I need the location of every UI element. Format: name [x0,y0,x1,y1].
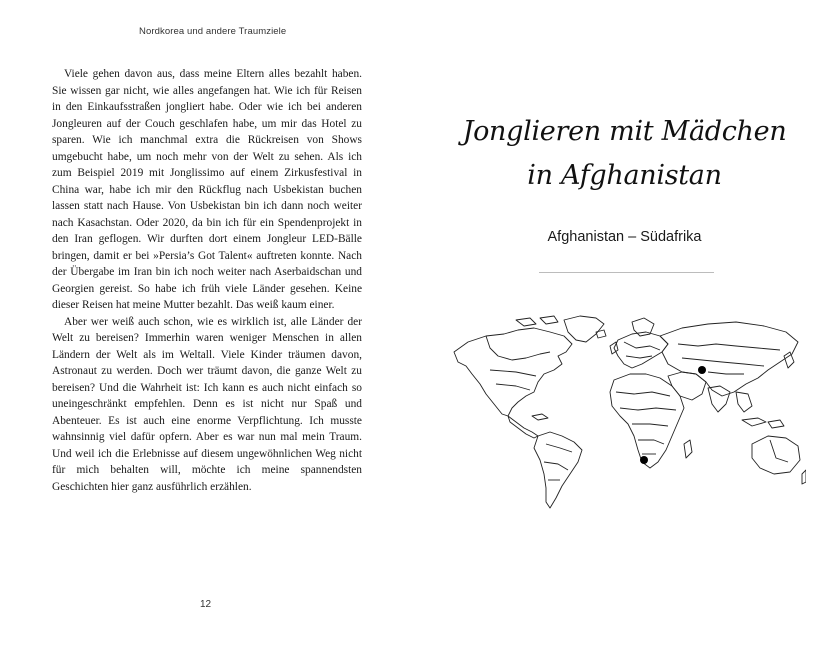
left-page [0,0,416,648]
paragraph-1: Viele gehen davon aus, dass meine Eltern alles bezahlt haben. Sie wissen gar nicht, wie alles angefangen hat. Wie ich für Reisen in den Einkaufsstraßen jongliert habe. Oder wie ich bei anderen Jongleuren auf der Couch geschlafen habe, um mir das Hotel zu sparen. Wie ich manchmal extra die Rückreisen von Shows umgebucht habe, um noch mehr von der Welt zu sehen. Als ich zum Beispiel 2019 mit Jonglissimo auf einem Zirkusfestival in China war, habe ich mir den Rückflug nach Usbekistan buchen lassen statt nach Hause. Von Usbekistan bin ich dann noch weiter nach Kasachstan. Oder 2020, da bin ich für ein Spendenprojekt in den Iran geflogen. Wir durften dort einem Jongleur LED-Bälle bringen, damit er bei »Persia’s Got Talent« auftreten konnte. Nach der Übergabe im Iran bin ich noch weiter nach Aserbaidschan und Georgien gereist. So habe ich früh viele Länder gesehen. Keine dieser Reisen hat meine Mutter bezahlt. Das weiß kaum einer. [52,68,362,311]
chapter-title-line-1: Jonglieren mit Mädchen [462,116,787,147]
body-text [52,66,362,495]
world-map-icon [446,312,806,512]
india-outline [708,386,730,412]
page-number: 12 [200,599,212,610]
marker-afghanistan [698,366,706,374]
south-america-outline [534,432,582,508]
marker-south-africa [640,456,648,464]
australia-outline [752,436,800,474]
running-header: Nordkorea und andere Traumziele [139,26,287,37]
route-subtitle: Afghanistan – Südafrika [547,229,702,245]
paragraph-2: Aber wer weiß auch schon, wie es wirklich ist, alle Länder der Welt zu bereisen? Immerhin waren weniger Menschen in allen Ländern der Welt als im Weltall. Viele Kinder träumen davon, Astronaut zu werden. Doch wer träumt davon, die ganze Welt zu bereisen? Und die Wahrheit ist: Ich kann es auch nicht einfach so uneingeschränkt empfehlen. Denn es ist nicht nur Spaß und Abenteuer. Es ist auch eine enorme Verpflichtung. Ich musste wahnsinnig viel dafür opfern. Aber es war nun mal mein Traum. Und weil ich die Erlebnisse auf diesem ungewöhnlichen Weg nicht für mich behalten will, möchte ich meine spannendsten Geschichten hier ganz ausführlich erzählen. [52,315,362,493]
middle-east-outline [668,372,706,400]
chapter-title [416,110,833,198]
right-page [416,0,833,648]
divider [539,272,714,273]
chapter-title-line-2: in Afghanistan [527,160,722,191]
asia-outline [660,322,798,396]
central-america-outline [508,416,538,438]
